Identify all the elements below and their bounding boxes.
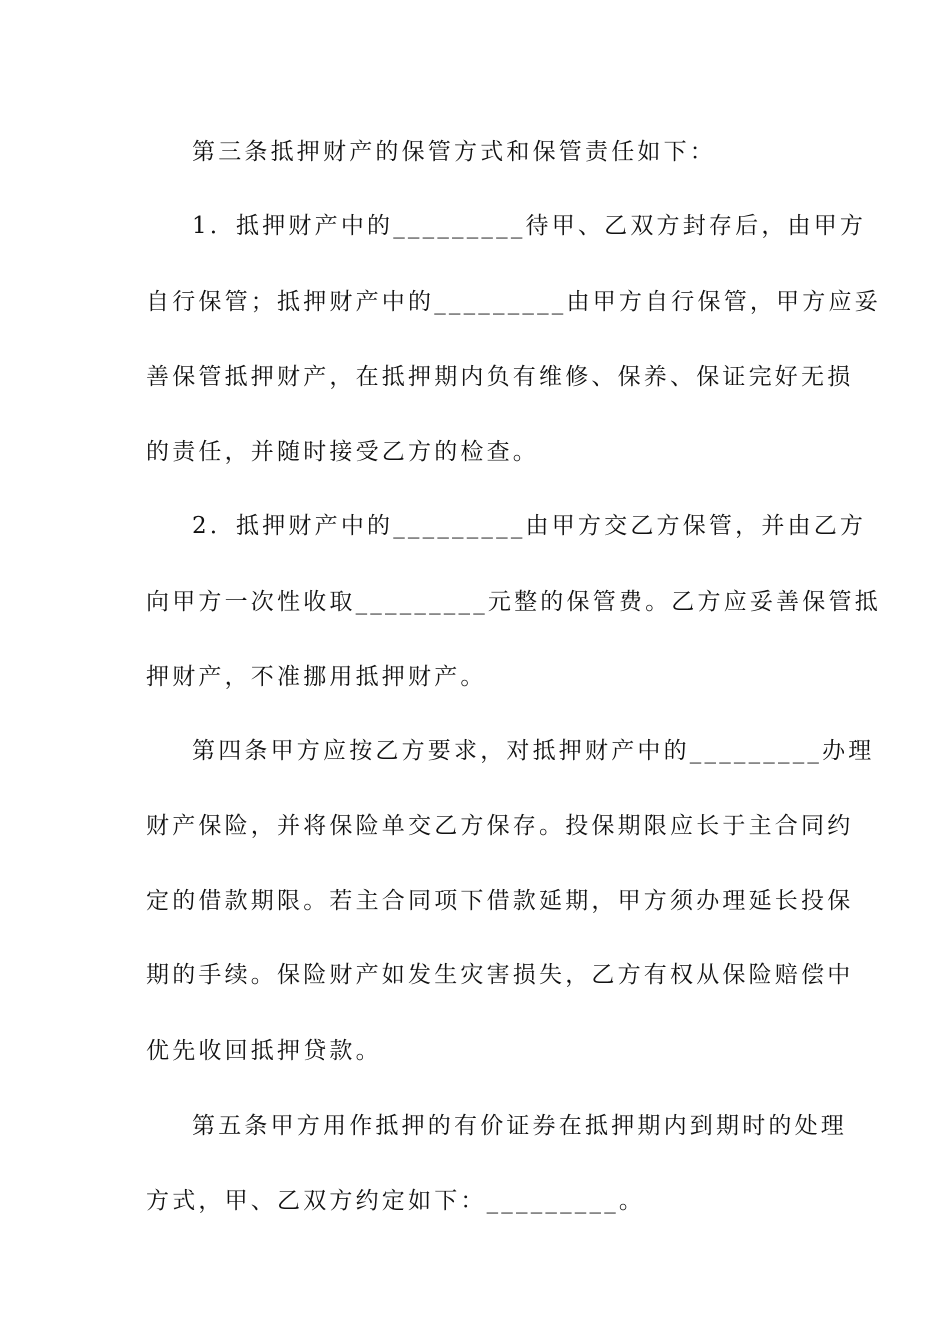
article-4-line-3: 定的借款期限。若主合同项下借款延期，甲方须办理延长投保 <box>146 888 854 914</box>
article-3-item-1-line-2: 自行保管；抵押财产中的_________由甲方自行保管，甲方应妥 <box>146 289 881 315</box>
article-3-item-2-line-1: 2．抵押财产中的_________由甲方交乙方保管，并由乙方 <box>192 513 867 539</box>
article-3-item-1-line-1: 1．抵押财产中的_________待甲、乙双方封存后，由甲方 <box>192 213 867 239</box>
article-3-item-2-line-2: 向甲方一次性收取_________元整的保管费。乙方应妥善保管抵 <box>146 589 881 615</box>
article-4-line-5: 优先收回抵押贷款。 <box>146 1038 382 1064</box>
article-4-line-1: 第四条甲方应按乙方要求，对抵押财产中的_________办理 <box>192 738 875 764</box>
article-3-item-1-line-4: 的责任，并随时接受乙方的检查。 <box>146 439 539 465</box>
article-3-item-2-line-3: 押财产，不准挪用抵押财产。 <box>146 664 487 690</box>
article-4-line-2: 财产保险，并将保险单交乙方保存。投保期限应长于主合同约 <box>146 813 854 839</box>
article-3-heading: 第三条抵押财产的保管方式和保管责任如下： <box>192 139 716 165</box>
article-3-item-1-line-3: 善保管抵押财产，在抵押期内负有维修、保养、保证完好无损 <box>146 364 854 390</box>
article-4-line-4: 期的手续。保险财产如发生灾害损失，乙方有权从保险赔偿中 <box>146 962 854 988</box>
article-5-line-1: 第五条甲方用作抵押的有价证券在抵押期内到期时的处理 <box>192 1113 847 1139</box>
article-5-line-2: 方式，甲、乙双方约定如下：_________。 <box>146 1188 646 1214</box>
